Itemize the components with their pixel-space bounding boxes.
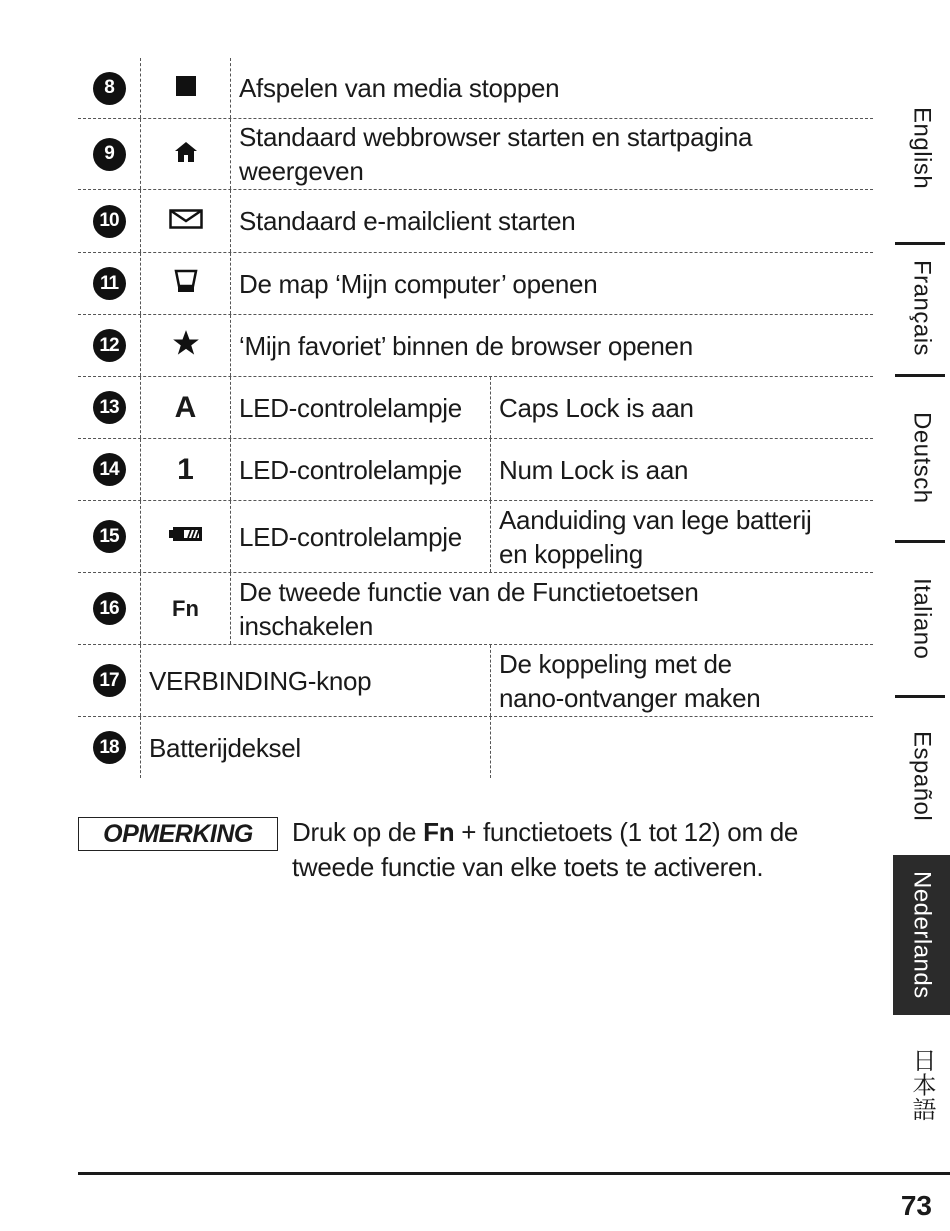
tab-label: English	[908, 106, 936, 190]
tab-label: Italiano	[908, 577, 936, 660]
stop-icon	[176, 76, 196, 101]
row-number-badge: 14	[93, 453, 126, 486]
row-description-line-2: inschakelen	[239, 610, 374, 641]
tab-italiano[interactable]	[893, 546, 950, 691]
row-number-badge: 9	[93, 138, 126, 171]
row-description: Afspelen van media stoppen	[239, 73, 560, 103]
tab-english[interactable]	[893, 78, 950, 218]
tab-deutsch[interactable]	[893, 380, 950, 535]
note-text-after: + functietoets (1 tot 12) om de	[454, 817, 799, 847]
note-label: OPMERKING	[78, 817, 278, 851]
tab-francais[interactable]	[893, 248, 950, 368]
home-icon	[174, 141, 198, 168]
row-description-line-1: Standaard webbrowser starten en startpagina	[239, 122, 753, 152]
row-description: Batterijdeksel	[149, 732, 301, 763]
row-status: Num Lock is aan	[499, 454, 689, 485]
row-description-line-1: De tweede functie van de Functietoetsen	[239, 576, 699, 607]
row-description: VERBINDING-knop	[149, 665, 372, 696]
table-row	[78, 572, 873, 644]
tab-espanol[interactable]	[893, 701, 950, 851]
row-status-line-2: nano-ontvanger maken	[499, 682, 761, 713]
my-computer-icon	[174, 269, 198, 298]
row-description: ‘Mijn favoriet’ binnen de browser openen	[239, 330, 693, 361]
page-number: 73	[900, 1190, 932, 1221]
tab-separator	[895, 540, 945, 543]
row-number-badge: 16	[93, 592, 126, 625]
tab-label: Nederlands	[908, 871, 936, 999]
row-description: LED-controlelampje	[239, 521, 462, 552]
tab-label: Deutsch	[908, 411, 936, 504]
row-number-badge: 17	[93, 664, 126, 697]
row-description-line-2: weergeven	[239, 156, 364, 186]
tab-separator	[895, 374, 945, 377]
row-status-line-2: en koppeling	[499, 538, 643, 569]
row-status: Caps Lock is aan	[499, 392, 694, 423]
fn-key-symbol: Fn	[172, 595, 199, 621]
star-icon	[172, 329, 200, 362]
tab-label: Français	[908, 259, 936, 357]
row-description: Standaard e-mailclient starten	[239, 206, 576, 236]
row-number-badge: 18	[93, 731, 126, 764]
row-number-badge: 13	[93, 391, 126, 424]
row-number-badge: 12	[93, 329, 126, 362]
table-row	[78, 438, 873, 500]
row-description: LED-controlelampje	[239, 392, 462, 423]
num-lock-symbol: 1	[177, 452, 194, 486]
footer-rule	[78, 1172, 950, 1175]
row-description: LED-controlelampje	[239, 454, 462, 485]
note-text-bold: Fn	[423, 817, 455, 847]
table-row	[78, 644, 873, 716]
tab-separator	[895, 695, 945, 698]
note-text-before: Druk op de	[292, 817, 424, 847]
row-number-badge: 10	[93, 205, 126, 238]
row-number-badge: 11	[93, 267, 126, 300]
table-row	[78, 118, 873, 189]
row-number-badge: 8	[93, 72, 126, 105]
caps-lock-symbol: A	[174, 390, 197, 424]
row-number-badge: 15	[93, 520, 126, 553]
row-status-line-1: De koppeling met de	[499, 648, 732, 679]
tab-label: Español	[908, 730, 936, 822]
table-row	[78, 376, 873, 438]
table-row	[78, 716, 873, 778]
table-row	[78, 189, 873, 252]
row-description: De map ‘Mijn computer’ openen	[239, 268, 598, 299]
tab-nederlands[interactable]	[893, 855, 950, 1015]
tab-japanese[interactable]	[893, 1040, 950, 1130]
table-row	[78, 252, 873, 314]
mail-icon	[169, 209, 203, 234]
tab-separator	[895, 242, 945, 245]
tab-label: 日本語	[908, 1048, 935, 1122]
row-status-line-1: Aanduiding van lege batterij	[499, 504, 812, 535]
battery-icon	[169, 526, 203, 547]
table-row	[78, 500, 873, 572]
table-row	[78, 58, 873, 118]
table-row	[78, 314, 873, 376]
note-text	[292, 815, 862, 885]
note-text-line-2: tweede functie van elke toets te activeren.	[292, 852, 764, 882]
